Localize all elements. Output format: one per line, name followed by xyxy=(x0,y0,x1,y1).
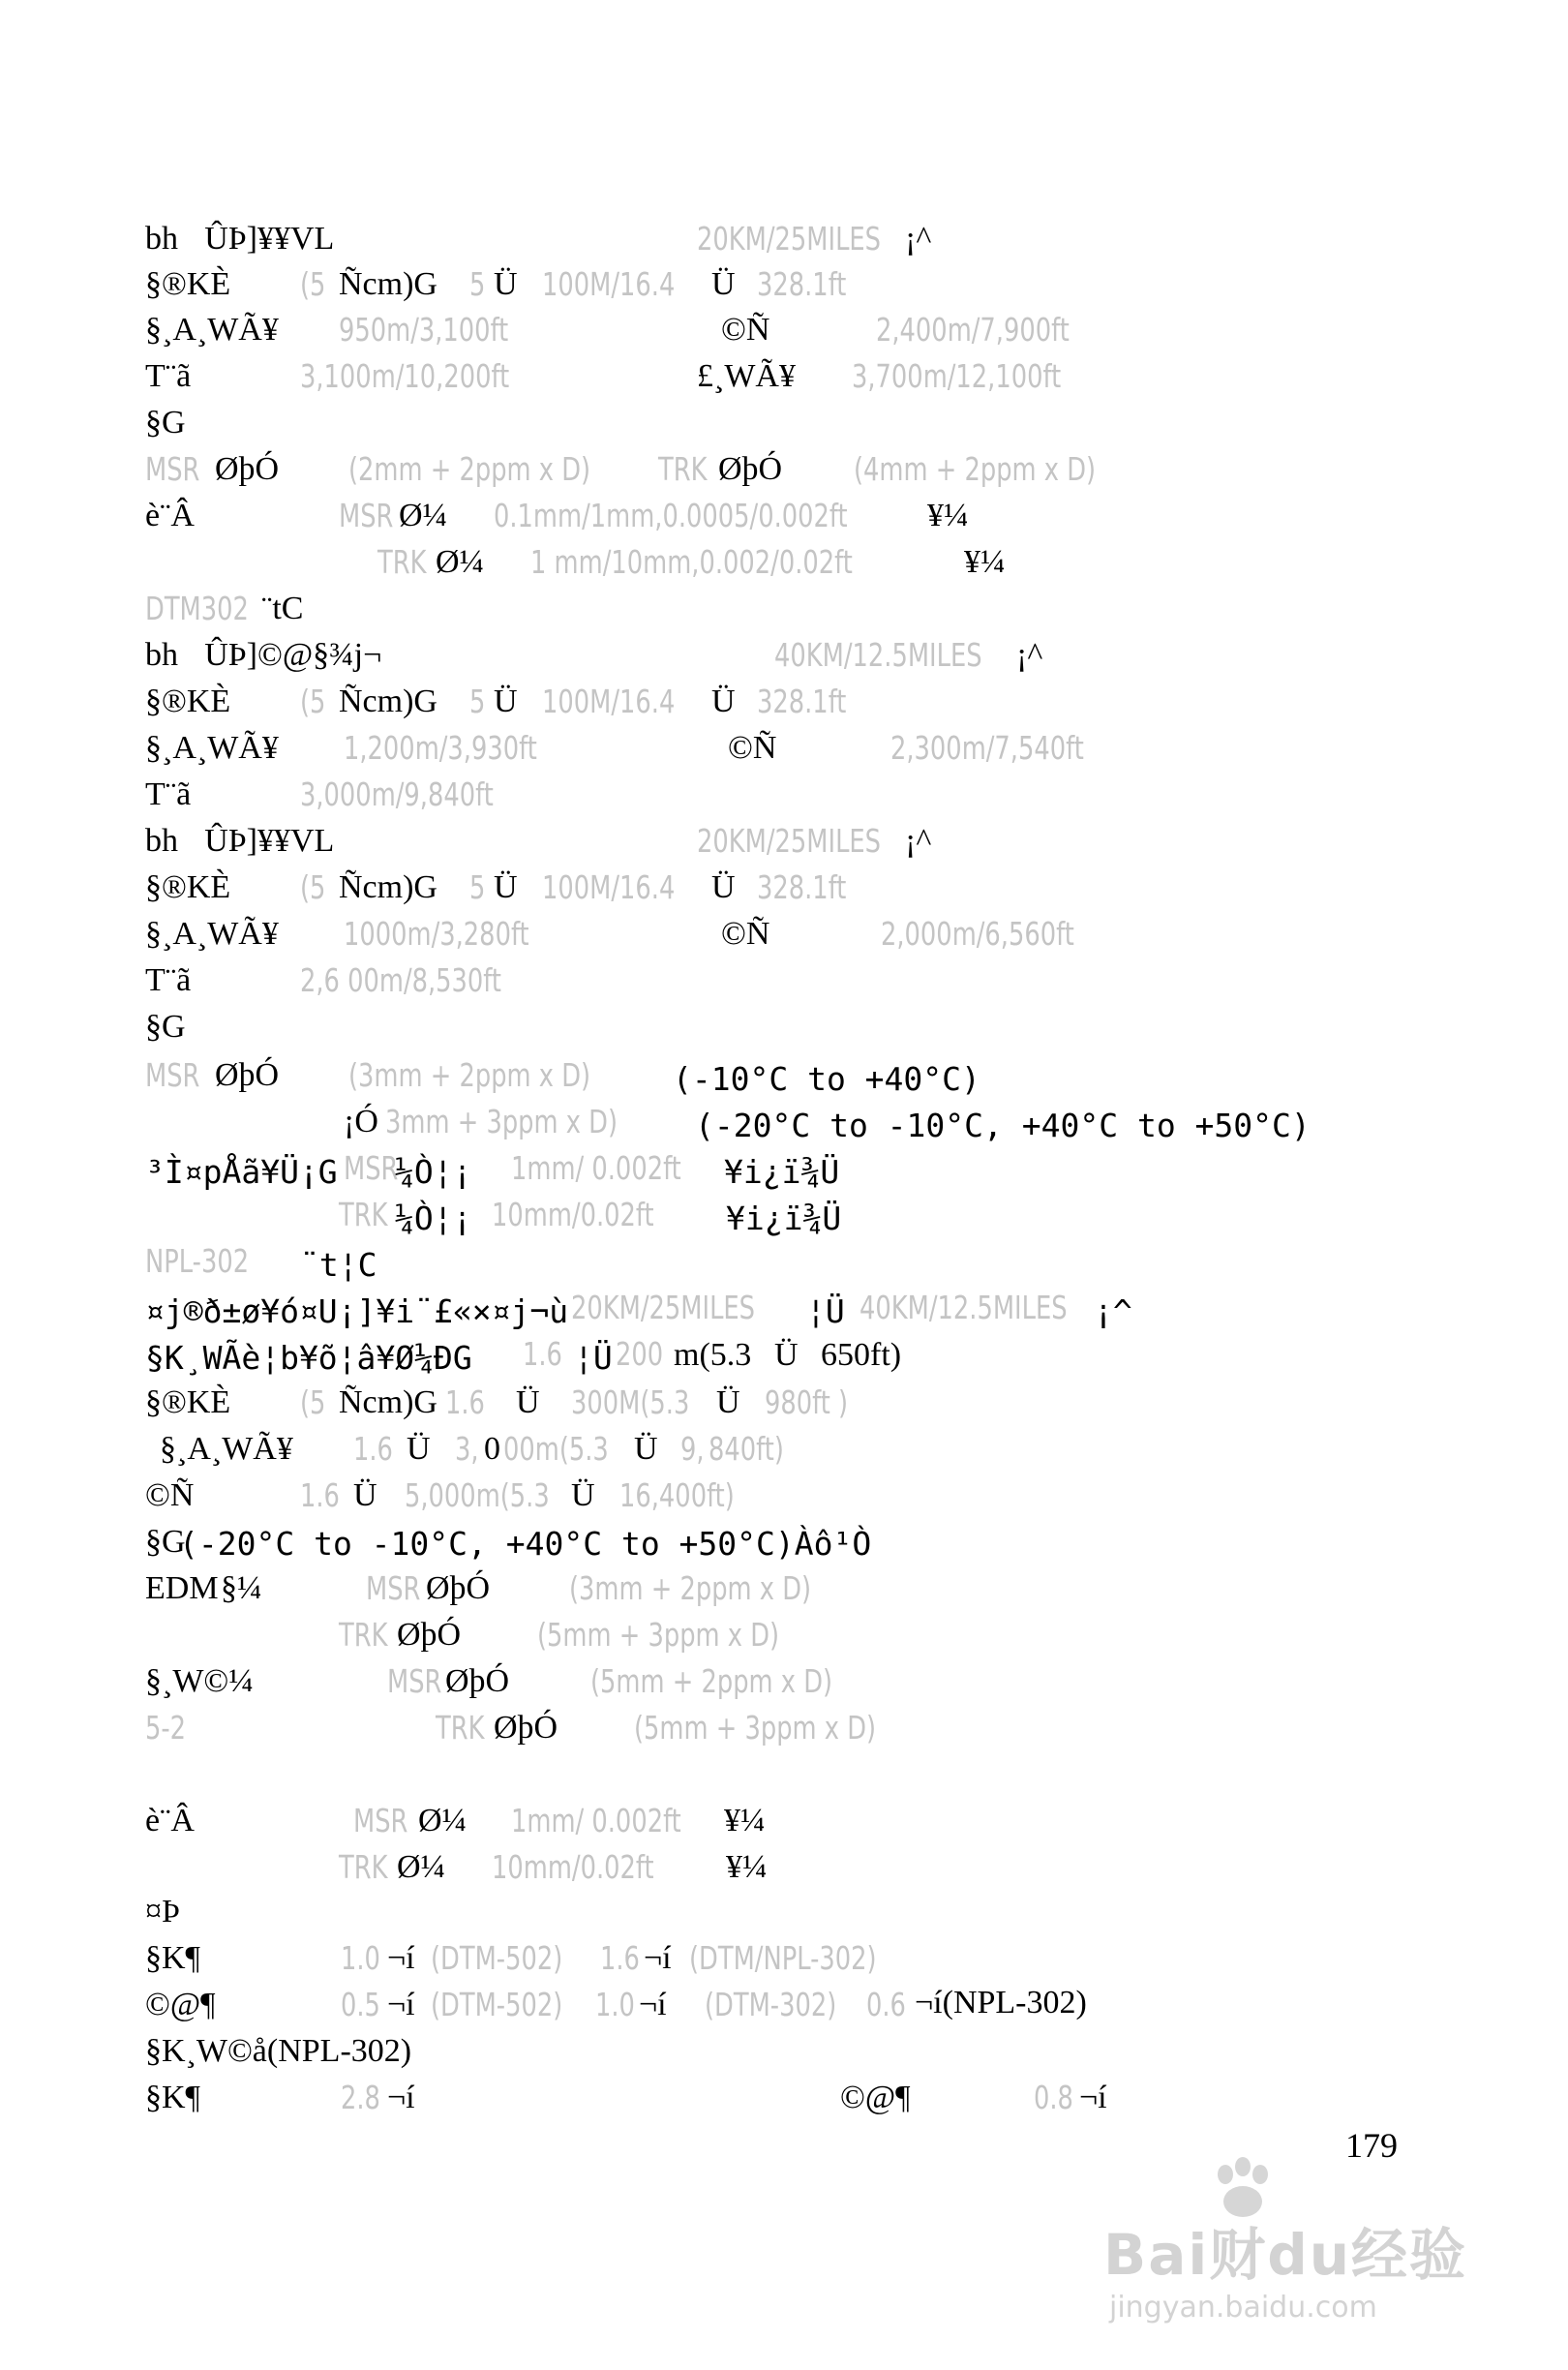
text-run: 40KM/12.5MILES xyxy=(774,636,982,674)
text-run: Ü xyxy=(634,1431,658,1467)
text-run: 1.6 xyxy=(445,1383,485,1421)
text-run: MSR xyxy=(339,497,394,534)
text-run: (5mm + 3ppm x D) xyxy=(634,1709,877,1747)
text-run: Ü xyxy=(711,869,736,905)
text-run: 1.6 xyxy=(600,1939,640,1977)
text-run: Ñcm)G xyxy=(339,1384,437,1420)
text-run: 100M/16.4 xyxy=(542,683,676,720)
text-run: 2,000m/6,560ft xyxy=(881,915,1074,953)
text-run: TRK xyxy=(339,1196,388,1233)
text-run: 3,100m/10,200ft xyxy=(300,357,510,395)
text-run: ØþÓ xyxy=(426,1570,491,1606)
text-run: 10mm/0.02ft xyxy=(492,1848,654,1886)
text-run: (DTM/NPL-302) xyxy=(689,1939,877,1977)
text-run: 2,400m/7,900ft xyxy=(876,311,1070,349)
text-run: è¨Â xyxy=(145,1803,195,1838)
text-run: ¤j®ð±ø¥ó¤U¡]¥i¨£«×¤j¬ù xyxy=(145,1292,569,1330)
text-run: Ü xyxy=(494,869,518,905)
text-run: ©Ñ xyxy=(721,916,770,952)
text-run: (5 xyxy=(300,683,326,720)
text-run: 1.6 xyxy=(523,1335,562,1373)
text-run: TRK xyxy=(658,450,708,488)
text-run: Ñcm)G xyxy=(339,684,437,719)
text-run: (5mm + 2ppm x D) xyxy=(590,1662,833,1700)
text-run: ¡^ xyxy=(1016,637,1043,673)
page-number: 179 xyxy=(1345,2126,1398,2165)
text-run: Ü xyxy=(716,1384,740,1420)
text-run: TRK xyxy=(436,1709,485,1747)
text-run: Ü xyxy=(516,1384,540,1420)
text-run: Ø¼ xyxy=(418,1803,467,1838)
text-run: T¨ã xyxy=(145,962,192,998)
text-run: bh ÛÞ]©@§¾j¬ xyxy=(145,637,382,673)
text-run: 5 xyxy=(469,868,486,906)
text-run: (-20°C to -10°C, +40°C to +50°C)Àô¹Ò xyxy=(179,1525,872,1563)
text-run: 5 xyxy=(469,265,486,303)
text-run: 2,6 00m/8,530ft xyxy=(300,961,502,999)
text-run: Ø¼ xyxy=(399,498,448,533)
baidu-jingyan-watermark xyxy=(1101,2153,1489,2337)
text-run: ¥¼ xyxy=(927,498,969,533)
text-run: ¡^ xyxy=(905,823,932,859)
text-run: NPL-302 xyxy=(145,1242,250,1280)
text-run: ¨tC xyxy=(261,591,304,626)
text-run: (-10°C to +40°C) xyxy=(673,1060,980,1098)
text-run: ¬í xyxy=(639,1987,667,2022)
text-run: ¥¼ xyxy=(726,1849,768,1885)
text-run: §K¸W©å(NPL-302) xyxy=(145,2033,412,2069)
text-run: 2,300m/7,540ft xyxy=(890,729,1084,767)
text-run: ©Ñ xyxy=(721,312,770,348)
text-run: 200 xyxy=(616,1335,664,1373)
text-run: 0 xyxy=(484,1431,500,1467)
text-run: ¬í xyxy=(387,2080,415,2115)
text-run: ©Ñ xyxy=(728,730,777,766)
watermark-url: jingyan.baidu.com xyxy=(1109,2291,1377,2324)
text-run: ¥¼ xyxy=(724,1803,766,1838)
text-run: (DTM-302) xyxy=(705,1986,837,2023)
text-run: ØþÓ xyxy=(445,1663,510,1699)
text-run: TRK xyxy=(377,543,427,581)
text-run: 1.0 xyxy=(341,1939,380,1977)
text-run: ¬í xyxy=(387,1987,415,2022)
text-run: (DTM-502) xyxy=(431,1939,563,1977)
text-run: (-20°C to -10°C, +40°C to +50°C) xyxy=(695,1107,1311,1144)
text-run: Ø¼ xyxy=(397,1849,446,1885)
text-run: ©Ñ xyxy=(145,1477,195,1513)
text-run: m(5.3 xyxy=(674,1337,752,1373)
text-run: (5 xyxy=(300,265,326,303)
text-run: 20KM/25MILES xyxy=(697,822,882,860)
text-run: (3mm + 2ppm x D) xyxy=(348,1056,591,1094)
text-run: MSR xyxy=(145,1056,200,1094)
text-run: MSR xyxy=(366,1569,421,1607)
text-run: 3,000m/9,840ft xyxy=(300,775,494,813)
text-run: 0.6 xyxy=(866,1986,906,2023)
text-run: §K¶ xyxy=(145,1940,200,1976)
text-run: §K¸WÃè¦b¥õ¦â¥Ø¼ÐG xyxy=(145,1339,472,1377)
text-run: ¦Ü xyxy=(806,1292,845,1330)
text-run: MSR xyxy=(387,1662,442,1700)
text-run: §®KÈ xyxy=(145,869,231,905)
text-run: §¸A¸WÃ¥ xyxy=(145,730,279,766)
text-run: ØþÓ xyxy=(215,451,280,487)
text-run: 3mm + 3ppm x D) xyxy=(385,1103,618,1140)
text-run: MSR xyxy=(344,1149,399,1187)
text-run: ØþÓ xyxy=(215,1057,280,1093)
text-run: ¬í(NPL-302) xyxy=(915,1985,1087,2021)
text-run: 328.1ft xyxy=(757,265,847,303)
text-run: TRK xyxy=(339,1616,388,1654)
text-run: ¼Ò¦¡ xyxy=(395,1200,472,1237)
text-run: ¤Þ xyxy=(145,1894,180,1929)
text-run: bh ÛÞ]¥¥VL xyxy=(145,221,335,257)
text-run: 40KM/12.5MILES xyxy=(859,1289,1068,1326)
text-run: ¨t¦C xyxy=(300,1246,377,1284)
text-run: 0.5 xyxy=(341,1986,380,2023)
text-run: §¼ xyxy=(221,1570,262,1606)
text-run: Ü xyxy=(494,266,518,302)
text-run: ©@¶ xyxy=(840,2080,911,2115)
text-run: 100M/16.4 xyxy=(542,868,676,906)
text-run: Ü xyxy=(571,1477,595,1513)
text-run: §¸A¸WÃ¥ xyxy=(145,312,279,348)
text-run: 20KM/25MILES xyxy=(571,1289,756,1326)
text-run: 1,200m/3,930ft xyxy=(344,729,537,767)
text-run: Ü xyxy=(711,266,736,302)
text-run: EDM xyxy=(145,1570,219,1606)
text-run: §¸W©¼ xyxy=(145,1663,254,1699)
text-run: 840ft) xyxy=(709,1430,784,1468)
text-run: ØþÓ xyxy=(718,451,783,487)
text-run: ¼Ò¦¡ xyxy=(395,1153,472,1191)
text-run: ¡^ xyxy=(1094,1292,1132,1330)
text-run: 300M(5.3 xyxy=(571,1383,690,1421)
text-run: ¥i¿ï¾Ü xyxy=(726,1200,842,1237)
text-run: 5 xyxy=(469,683,486,720)
text-run: §G xyxy=(145,405,186,441)
text-run: 1000m/3,280ft xyxy=(344,915,529,953)
text-run: 1.6 xyxy=(353,1430,393,1468)
text-run: §K¶ xyxy=(145,2080,200,2115)
text-run: ØþÓ xyxy=(397,1617,462,1653)
text-run: MSR xyxy=(353,1802,408,1839)
text-run: Ñcm)G xyxy=(339,869,437,905)
text-run: Ñcm)G xyxy=(339,266,437,302)
text-run: 650ft) xyxy=(821,1337,902,1373)
text-run: 9, xyxy=(680,1430,705,1468)
text-run: Ü xyxy=(407,1431,431,1467)
text-run: ØþÓ xyxy=(494,1710,558,1746)
text-run: ©@¶ xyxy=(145,1987,216,2022)
text-run: T¨ã xyxy=(145,358,192,394)
text-run: 1mm/ 0.002ft xyxy=(511,1149,681,1187)
text-run: 980ft ) xyxy=(765,1383,849,1421)
text-run: ¦Ü xyxy=(574,1339,613,1377)
text-run: bh ÛÞ]¥¥VL xyxy=(145,823,335,859)
text-run: Ü xyxy=(353,1477,377,1513)
text-run: 3,700m/12,100ft xyxy=(852,357,1062,395)
text-run: ³Ì¤pÅã¥Ü¡G xyxy=(145,1153,338,1191)
text-run: Ü xyxy=(494,684,518,719)
text-run: 00m(5.3 xyxy=(503,1430,609,1468)
text-run: 3, xyxy=(455,1430,479,1468)
text-run: 16,400ft) xyxy=(619,1476,735,1514)
text-run: £¸WÃ¥ xyxy=(697,358,796,394)
text-run: (2mm + 2ppm x D) xyxy=(348,450,591,488)
text-run: 1mm/ 0.002ft xyxy=(511,1802,681,1839)
text-run: 1 mm/10mm,0.002/0.02ft xyxy=(530,543,853,581)
text-run: 2.8 xyxy=(341,2079,380,2116)
text-run: DTM302 xyxy=(145,590,249,627)
text-run: §G xyxy=(145,1009,186,1045)
text-run: 5,000m(5.3 xyxy=(405,1476,550,1514)
text-run: ¬í xyxy=(387,1940,415,1976)
text-run: ¥¼ xyxy=(964,544,1006,580)
text-run: 1.0 xyxy=(595,1986,635,2023)
text-run: ¡^ xyxy=(905,221,932,257)
text-run: MSR xyxy=(145,450,200,488)
text-run: (5 xyxy=(300,1383,326,1421)
text-run: §®KÈ xyxy=(145,684,231,719)
text-run: ¥i¿ï¾Ü xyxy=(724,1153,840,1191)
text-run: 950m/3,100ft xyxy=(339,311,509,349)
text-run: 20KM/25MILES xyxy=(697,220,882,258)
text-run: (DTM-502) xyxy=(431,1986,563,2023)
text-run: ¡Ó xyxy=(344,1104,378,1139)
text-run: 328.1ft xyxy=(757,868,847,906)
text-run: §®KÈ xyxy=(145,1384,231,1420)
text-run: (5 xyxy=(300,868,326,906)
text-run: 1.6 xyxy=(300,1476,340,1514)
text-run: è¨Â xyxy=(145,498,195,533)
text-run: 100M/16.4 xyxy=(542,265,676,303)
text-run: 328.1ft xyxy=(757,683,847,720)
text-run: Ü xyxy=(711,684,736,719)
watermark-logo-text: Bai财du经验 xyxy=(1103,2222,1468,2288)
text-run: ¬í xyxy=(644,1940,672,1976)
text-run: §¸A¸WÃ¥ xyxy=(145,916,279,952)
text-run: TRK xyxy=(339,1848,388,1886)
text-run: T¨ã xyxy=(145,776,192,812)
text-run: 5-2 xyxy=(145,1709,187,1747)
text-run: §¸A¸WÃ¥ xyxy=(160,1431,293,1467)
text-run: (5mm + 3ppm x D) xyxy=(537,1616,780,1654)
text-run: 10mm/0.02ft xyxy=(492,1196,654,1233)
text-run: §G xyxy=(145,1524,186,1560)
text-run: Ü xyxy=(774,1337,799,1373)
text-run: 0.1mm/1mm,0.0005/0.002ft xyxy=(494,497,848,534)
text-run: ¬í xyxy=(1079,2080,1107,2115)
text-run: 0.8 xyxy=(1034,2079,1073,2116)
text-run: (4mm + 2ppm x D) xyxy=(854,450,1097,488)
text-run: §®KÈ xyxy=(145,266,231,302)
text-run: Ø¼ xyxy=(436,544,485,580)
text-run: (3mm + 2ppm x D) xyxy=(569,1569,812,1607)
